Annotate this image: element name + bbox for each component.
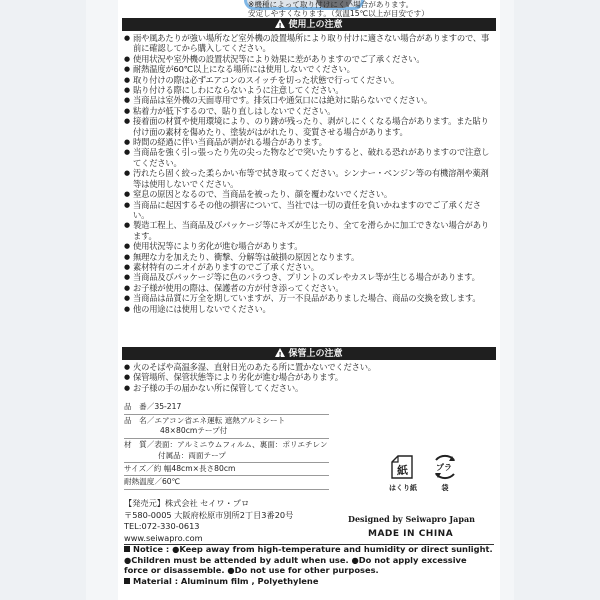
spec-material: 材 質／表面：アルミニウムフィルム、裏面：ポリエチレン xyxy=(124,440,328,449)
list-item: ● 取り付けの際は必ずエアコンのスイッチを切った状態で行ってください。 xyxy=(124,75,492,85)
seller-phone: TEL:072-330-0613 xyxy=(124,521,200,531)
list-item: ● 当商品は品質に万全を期していますが、万一不良品がありました場合、商品の交換を致します。 xyxy=(124,293,492,303)
notice-bullet-icon xyxy=(124,546,130,552)
background-left xyxy=(0,0,86,600)
made-in: MADE IN CHINA xyxy=(368,529,454,539)
list-item: ● 素材特有のニオイがありますのでご了承ください。 xyxy=(124,262,492,272)
notice-material: Material : Aluminum film , Polyethylene xyxy=(133,575,319,586)
top-note xyxy=(248,0,498,18)
storage-section-title: 保管上の注意 xyxy=(288,349,343,359)
notice-line: force or disassemble. ●Do not use for other purposes. xyxy=(124,565,379,576)
list-item: ● 当商品及びパッケージ等に色のバラつき、プリントのズレやカスレ等が生じる場合があります。 xyxy=(124,272,492,282)
spec-divider xyxy=(124,462,329,463)
package-label xyxy=(118,0,500,600)
notice-line: ●Children must be attended by adult when use. ●Do not apply excessive xyxy=(124,554,467,565)
spec-size: サイズ／約 幅48cm×長さ80cm xyxy=(124,464,236,473)
list-item: ● 無理な力を加えたり、衝撃、分解等は破損の原因となります。 xyxy=(124,252,492,262)
plastic-symbol: プラ xyxy=(436,463,452,472)
list-item: ● 接着面の材質や使用環境により、のり跡が残ったり、剥がしにくくなる場合があります。また貼り付け面の素材を傷めたり、塗装がはがれたり、変質させる場合があります。 xyxy=(124,116,492,137)
list-item: ● 雨や風あたりが強い場所など室外機の設置場所により取り付けに適さない場合がありますので、事前に確認してから購入してください。 xyxy=(124,33,492,54)
seller-name: 【発売元】株式会社 セイワ・プロ xyxy=(124,498,250,508)
paper-symbol: 紙 xyxy=(397,464,408,477)
list-item: ● 他の用途には使用しないでください。 xyxy=(124,304,492,314)
material-bullet-icon xyxy=(124,578,130,584)
background-right xyxy=(514,0,600,600)
list-item: ● 火のそばや高温多湿、直射日光のあたる所に置かないでください。 xyxy=(124,362,492,372)
spec-divider xyxy=(124,489,329,490)
plastic-recycle-icon xyxy=(430,452,460,482)
seller-website: www.seiwapro.com xyxy=(124,532,203,543)
warning-icon xyxy=(275,348,285,357)
usage-list xyxy=(124,33,492,314)
usage-section-header xyxy=(122,18,496,31)
notice-line: Notice : ●Keep away from high-temperature and humidity or direct sunlight. xyxy=(133,544,493,554)
spec-divider xyxy=(124,414,329,415)
paper-recycle-icon xyxy=(388,452,418,482)
list-item: ● お子様の手の届かない所に保管してください。 xyxy=(124,383,492,393)
spec-divider xyxy=(124,475,329,476)
warning-icon xyxy=(275,19,285,28)
english-notice xyxy=(124,544,494,586)
list-item: ● 汚れたら固く絞った柔らかい布等で拭き取ってください。シンナー・ベンジン等の有機溶剤や薬剤等は使用しないでください。 xyxy=(124,168,492,189)
list-item: ● 使用状況等により劣化が進む場合があります。 xyxy=(124,241,492,251)
list-item: ● 当商品は室外機の天面専用です。排気口や通気口には絶対に貼らないでください。 xyxy=(124,95,492,105)
list-item: ● 当商品に起因するその他の損害について、当社では一切の責任を負いかねますのでご了承ください。 xyxy=(124,200,492,221)
list-item: ● 当商品を強く引っ張ったり先の尖った物などで突いたりすると、破れる恐れがありますので注意してください。 xyxy=(124,147,492,168)
list-item: ● 貼り付ける際にしわにならないように注意してください。 xyxy=(124,85,492,95)
list-item: ● 使用状況や室外機の設置状況等により効果に差がありますのでご了承ください。 xyxy=(124,54,492,64)
spec-heat: 耐熱温度／60℃ xyxy=(124,477,181,486)
list-item: ● 保管場所、保管状態等により劣化が進む場合があります。 xyxy=(124,372,492,382)
spec-item-no: 品 番／35-217 xyxy=(124,402,182,411)
list-item: ● 窒息の原因となるので、当商品を被ったり、顔を覆わないでください。 xyxy=(124,189,492,199)
usage-section-title: 使用上の注意 xyxy=(288,20,343,30)
list-item: ● 粘着力が低下するので、貼り直しはしないでください。 xyxy=(124,106,492,116)
paper-recycle-label: はくり紙 xyxy=(389,484,417,492)
list-item: ● お子様が使用の際は、保護者の方が付き添ってください。 xyxy=(124,283,492,293)
spec-divider xyxy=(124,438,329,439)
spec-name-sub: 48×80cmテープ付 xyxy=(160,426,228,435)
list-item: ● 耐熱温度が60℃以上になる場所には使用しないでください。 xyxy=(124,64,492,74)
list-item: ● 製造工程上、当商品及びパッケージ等にキズが生じたり、全てを滑らかに加工できない場合があります。 xyxy=(124,220,492,241)
designed-by: Designed by Seiwapro Japan xyxy=(348,514,475,524)
seller-block xyxy=(124,498,293,544)
spec-accessory: 付属品：両面テープ xyxy=(158,451,226,460)
storage-list xyxy=(124,362,492,393)
plastic-recycle-label: 袋 xyxy=(441,484,449,492)
list-item: ● 時間の経過に伴い当商品が剥がれる場合があります。 xyxy=(124,137,492,147)
top-note-line1: ※機種によって取り付けにくい場合があります。 xyxy=(248,0,414,9)
spec-name: 品 名／エアコン省エネ運転 遮熱アルミシート xyxy=(124,416,286,425)
storage-section-header xyxy=(122,347,496,360)
top-note-line2: 安定しやすくなります。（気温15℃以上が目安です） xyxy=(248,9,429,18)
seller-address: 〒580-0005 大阪府松原市別所2丁目3番20号 xyxy=(124,509,294,520)
